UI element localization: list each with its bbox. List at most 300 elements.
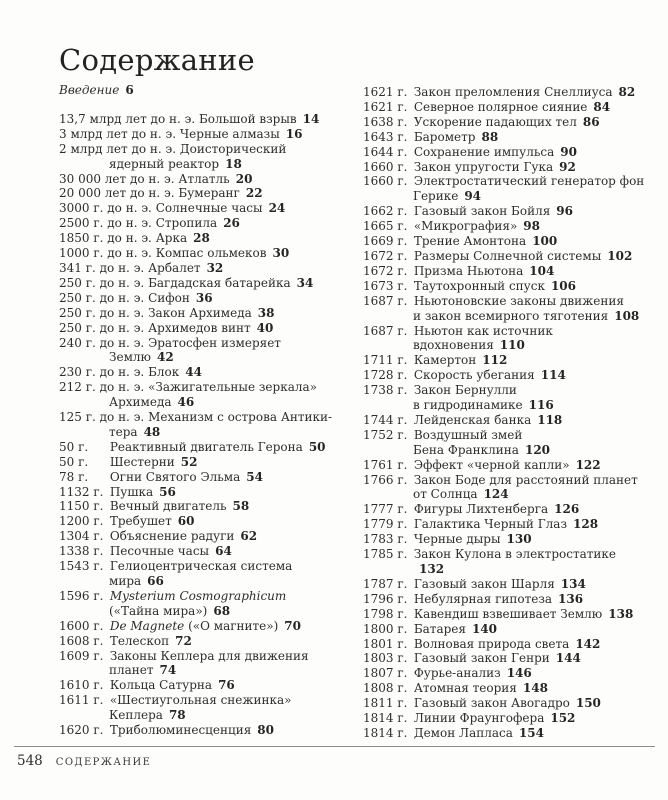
toc-entry xyxy=(363,547,655,577)
entry-title: Компас ольмеков xyxy=(155,246,267,261)
entry-page-number: 26 xyxy=(223,216,240,231)
toc-entry xyxy=(59,410,350,440)
entry-title: Арка xyxy=(155,231,188,246)
entry-page-number: 142 xyxy=(575,636,601,651)
toc-columns xyxy=(59,83,655,741)
toc-entry xyxy=(363,711,655,726)
entry-title: Телескоп xyxy=(109,633,170,648)
entry-date: 1662 г. xyxy=(363,204,408,219)
entry-date: 250 г. до н. э. xyxy=(59,320,145,335)
entry-page-number: 34 xyxy=(296,275,314,290)
toc-entry xyxy=(59,231,350,246)
entry-page-number: 16 xyxy=(285,126,303,141)
entry-page-number: 126 xyxy=(554,502,580,517)
entry-date: 1800 г. xyxy=(363,621,408,636)
entry-title: Кеплера xyxy=(109,708,163,723)
entry-title: Размеры Солнечной системы xyxy=(413,248,602,263)
toc-entry xyxy=(363,696,655,711)
entry-page-number: 124 xyxy=(483,487,509,502)
entry-title: Закон упругости Гука xyxy=(413,159,554,174)
toc-entry xyxy=(59,499,350,514)
entry-date: 1761 г. xyxy=(363,457,408,472)
entry-title: Закон Архимеда xyxy=(148,305,252,320)
entry-date: 1798 г. xyxy=(363,606,408,621)
entry-page-number: 134 xyxy=(560,576,586,591)
entry-page-number: 62 xyxy=(240,529,258,544)
entry-title: Реактивный двигатель Герона xyxy=(109,439,303,454)
entry-page-number: 146 xyxy=(506,666,532,681)
entry-date: 240 г. до н. э. xyxy=(59,335,145,350)
toc-entry xyxy=(59,246,350,261)
toc-entry xyxy=(363,607,655,622)
toc-entry xyxy=(363,160,655,175)
entry-title: Большой взрыв xyxy=(198,111,297,126)
entry-page-number: 82 xyxy=(618,85,636,99)
entry-date: 1672 г. xyxy=(363,263,408,278)
toc-entry xyxy=(59,470,350,485)
entry-date: 212 г. до н. э. xyxy=(59,380,145,395)
entry-title: Демон Лапласа xyxy=(413,725,513,740)
toc-entry xyxy=(59,678,350,693)
entry-title: Закон Кулона в электростатике xyxy=(413,547,616,562)
entry-page-number: 52 xyxy=(180,454,198,469)
toc-entry xyxy=(59,291,350,306)
entry-date: 1620 г. xyxy=(59,723,104,738)
intro-page-number: 6 xyxy=(125,83,134,97)
entry-title: Фигуры Лихтенберга xyxy=(413,502,549,517)
entry-page-number: 68 xyxy=(213,603,231,618)
entry-date: 30 000 лет до н. э. xyxy=(59,171,175,186)
toc-entry xyxy=(363,204,655,219)
toc-entry xyxy=(363,85,655,100)
entry-date: 1811 г. xyxy=(363,696,408,711)
toc-entry xyxy=(59,172,350,187)
toc-entry xyxy=(59,589,350,619)
toc-entry xyxy=(363,324,655,354)
toc-entry xyxy=(59,440,350,455)
entry-title: Закон Бернулли xyxy=(413,383,517,398)
footer-rule xyxy=(14,746,655,747)
toc-entry xyxy=(59,455,350,470)
toc-entry xyxy=(363,473,655,503)
entry-title: Доисторический xyxy=(179,141,287,156)
entry-page-number: 42 xyxy=(156,350,174,365)
entry-date: 1779 г. xyxy=(363,517,408,532)
entry-title: Ньютон как источник xyxy=(413,323,553,338)
entry-page-number: 70 xyxy=(284,618,301,633)
entry-title: Закон Боде для расстояний планет xyxy=(413,472,638,487)
entry-date: 1150 г. xyxy=(59,499,104,514)
entry-date: 3000 г. до н. э. xyxy=(59,201,152,216)
entry-title: Северное полярное сияние xyxy=(413,99,588,114)
entry-date: 3 млрд лет до н. э. xyxy=(59,126,177,141)
toc-entry xyxy=(363,592,655,607)
entry-date: 1752 г. xyxy=(363,427,408,442)
entry-page-number: 150 xyxy=(575,696,601,711)
entry-date: 1672 г. xyxy=(363,248,408,263)
entry-title: Скорость убегания xyxy=(413,368,535,383)
entry-title: Сифон xyxy=(148,290,190,305)
entry-date: 230 г. до н. э. xyxy=(59,365,145,380)
toc-entry xyxy=(363,264,655,279)
entry-date: 341 г. до н. э. xyxy=(59,260,145,275)
entry-title: Кавендиш взвешивает Землю xyxy=(413,606,603,621)
toc-entries-right xyxy=(363,85,655,741)
entry-date: 1596 г. xyxy=(59,588,104,603)
toc-entry xyxy=(363,130,655,145)
toc-entry xyxy=(59,112,350,127)
entry-date: 1687 г. xyxy=(363,293,408,308)
entry-date: 1785 г. xyxy=(363,547,408,562)
entry-title: Вечный двигатель xyxy=(109,499,227,514)
entry-title: Небулярная гипотеза xyxy=(413,591,553,606)
toc-column-left xyxy=(59,83,350,741)
entry-page-number: 80 xyxy=(257,723,274,738)
toc-entry xyxy=(363,100,655,115)
toc-entry xyxy=(363,502,655,517)
entry-page-number: 144 xyxy=(555,651,581,666)
entry-page-number: 88 xyxy=(481,129,499,144)
entry-page-number: 102 xyxy=(607,248,633,263)
entry-date: 1850 г. до н. э. xyxy=(59,231,152,246)
entry-title: Газовый закон Генри xyxy=(413,651,550,666)
entry-page-number: 78 xyxy=(168,708,186,723)
entry-date: 20 000 лет до н. э. xyxy=(59,186,175,201)
entry-title: Архимедов винт xyxy=(148,320,251,335)
entry-date: 1814 г. xyxy=(363,725,408,740)
entry-page-number: 18 xyxy=(225,156,242,171)
entry-title: Черные дыры xyxy=(413,532,501,547)
toc-entry xyxy=(59,529,350,544)
entry-title: «Шестиугольная снежинка» xyxy=(109,693,292,708)
entry-title: Электростатический генератор фон xyxy=(413,174,645,189)
entry-title: Требушет xyxy=(109,514,172,529)
entry-page-number: 122 xyxy=(575,457,601,472)
toc-entry xyxy=(363,428,655,458)
entry-title: Линии Фраунгофера xyxy=(413,711,545,726)
toc-column-right xyxy=(363,83,655,741)
entry-page-number: 74 xyxy=(159,663,177,678)
entry-date: 250 г. до н. э. xyxy=(59,305,145,320)
entry-page-number: 84 xyxy=(593,99,611,114)
entry-date: 1744 г. xyxy=(363,412,408,427)
entry-date: 1200 г. xyxy=(59,514,104,529)
entry-date: 125 г. до н. э. xyxy=(59,410,145,425)
entry-title: («Тайна мира») xyxy=(109,603,208,618)
toc-entry xyxy=(59,693,350,723)
toc-entry xyxy=(363,145,655,160)
toc-entry xyxy=(59,321,350,336)
toc-entry xyxy=(59,514,350,529)
entry-page-number: 58 xyxy=(232,499,250,514)
entry-title: Триболюминесценция xyxy=(109,723,252,738)
entry-page-number: 112 xyxy=(482,353,508,368)
entry-title: Газовый закон Авогадро xyxy=(413,696,570,711)
entry-title: Пушка xyxy=(109,484,154,499)
entry-page-number: 116 xyxy=(528,398,554,413)
entry-title: Объяснение радуги xyxy=(109,529,235,544)
entry-date: 1814 г. xyxy=(363,711,408,726)
entry-title: Камертон xyxy=(413,353,477,368)
entry-page-number: 110 xyxy=(499,338,525,353)
entry-date: 1621 г. xyxy=(363,85,408,99)
entry-title: «Микрография» xyxy=(413,219,518,234)
toc-entry xyxy=(363,368,655,383)
entry-page-number: 14 xyxy=(302,111,320,126)
entry-page-number: 24 xyxy=(268,201,286,216)
entry-title: «Зажигательные зеркала» xyxy=(148,380,317,395)
toc-entry xyxy=(363,517,655,532)
entry-date: 250 г. до н. э. xyxy=(59,290,145,305)
entry-title: Газовый закон Шарля xyxy=(413,576,555,591)
entry-page-number: 20 xyxy=(235,171,253,186)
toc-entry xyxy=(363,622,655,637)
entry-page-number: 136 xyxy=(558,591,584,606)
toc-entry xyxy=(59,336,350,366)
entry-date: 1777 г. xyxy=(363,502,408,517)
entry-title: Таутохронный спуск xyxy=(413,278,545,293)
entry-page-number: 28 xyxy=(193,231,210,246)
toc-entry xyxy=(363,234,655,249)
entry-title: Блок xyxy=(148,365,180,380)
entry-page-number: 106 xyxy=(550,278,577,293)
toc-entry xyxy=(59,544,350,559)
entry-title: Лейденская банка xyxy=(413,412,532,427)
entry-page-number: 56 xyxy=(159,484,176,499)
entry-page-number: 114 xyxy=(540,368,566,383)
entry-title: Ньютоновские законы движения xyxy=(413,293,624,308)
entry-title: Бена Франклина xyxy=(413,442,519,457)
entry-page-number: 38 xyxy=(257,305,275,320)
toc-entry xyxy=(59,276,350,291)
entry-date: 1808 г. xyxy=(363,681,408,696)
entry-title: Багдадская батарейка xyxy=(148,275,291,290)
toc-entry xyxy=(363,651,655,666)
page-title: Содержание xyxy=(59,43,256,78)
entry-page-number: 152 xyxy=(550,711,576,726)
entry-title: Архимеда xyxy=(109,395,172,410)
entry-title: Атомная теория xyxy=(413,681,517,696)
entry-title: Батарея xyxy=(413,621,466,636)
entry-title: Барометр xyxy=(413,129,476,144)
entry-title: Арбалет xyxy=(148,260,201,275)
entry-date: 1611 г. xyxy=(59,693,104,708)
entry-title: («О магните») xyxy=(184,618,279,633)
entry-title: Ускорение падающих тел xyxy=(413,114,577,129)
toc-entry xyxy=(363,458,655,473)
entry-date: 250 г. до н. э. xyxy=(59,275,145,290)
toc-entry xyxy=(59,306,350,321)
entry-page-number: 118 xyxy=(537,412,563,427)
toc-entry xyxy=(363,294,655,324)
entry-title: Трение Амонтона xyxy=(413,234,527,249)
entry-title: Атлатль xyxy=(178,171,230,186)
entry-date: 2 млрд лет до н. э. xyxy=(59,141,177,156)
entry-page-number: 72 xyxy=(175,633,192,648)
toc-entry xyxy=(59,559,350,589)
entry-title: Газовый закон Бойля xyxy=(413,204,551,219)
entry-page-number: 66 xyxy=(147,574,164,588)
entry-date: 1132 г. xyxy=(59,484,104,499)
entry-date: 1338 г. xyxy=(59,544,104,559)
entry-date: 1803 г. xyxy=(363,651,408,666)
entry-title: Галактика Черный Глаз xyxy=(413,517,567,532)
entry-date: 1687 г. xyxy=(363,323,408,338)
entry-title: и закон всемирного тяготения xyxy=(413,308,609,323)
entry-date: 1787 г. xyxy=(363,576,408,591)
toc-entry xyxy=(59,216,350,231)
entry-date: 1609 г. xyxy=(59,648,104,663)
toc-entry xyxy=(59,186,350,201)
entry-date: 1608 г. xyxy=(59,633,104,648)
entry-title: Призма Ньютона xyxy=(413,263,524,278)
entry-page-number: 60 xyxy=(177,514,195,529)
entry-title: Эратосфен измеряет xyxy=(148,335,281,350)
entry-date: 1643 г. xyxy=(363,129,408,144)
entry-title: Солнечные часы xyxy=(155,201,263,216)
entry-page-number: 48 xyxy=(143,424,161,439)
toc-entry xyxy=(363,383,655,413)
entry-title: ядерный реактор xyxy=(109,156,220,171)
entry-title: Законы Кеплера для движения xyxy=(109,648,309,663)
entry-date: 1738 г. xyxy=(363,383,408,398)
toc-entry xyxy=(363,637,655,652)
toc-entry xyxy=(363,219,655,234)
entry-page-number: 94 xyxy=(464,189,482,204)
entry-page-number: 50 xyxy=(308,439,326,454)
toc-entry xyxy=(363,413,655,428)
entry-page-number: 36 xyxy=(195,290,213,305)
entry-page-number: 54 xyxy=(246,469,263,484)
toc-entry xyxy=(363,174,655,204)
toc-entry xyxy=(363,726,655,741)
entry-title: Волновая природа света xyxy=(413,636,570,651)
intro-entry xyxy=(59,83,350,98)
entry-title: планет xyxy=(109,663,154,678)
entry-title: Стропила xyxy=(155,216,218,231)
entry-date: 1304 г. xyxy=(59,529,104,544)
entry-date: 1600 г. xyxy=(59,618,104,633)
toc-entry xyxy=(363,681,655,696)
entry-page-number: 46 xyxy=(177,395,195,410)
entry-title: от Солнца xyxy=(413,487,478,502)
entry-page-number: 64 xyxy=(215,544,232,559)
folio-page-number: 548 xyxy=(17,753,43,769)
toc-entry xyxy=(363,353,655,368)
entry-title-latin: Mysterium Cosmographicum xyxy=(109,588,287,603)
toc-entry xyxy=(59,201,350,216)
entry-title: Герике xyxy=(413,189,459,204)
entry-title: мира xyxy=(109,574,142,588)
toc-entry xyxy=(59,380,350,410)
entry-date: 1638 г. xyxy=(363,114,408,129)
entry-date: 1660 г. xyxy=(363,159,408,174)
entry-title: Закон преломления Снеллиуса xyxy=(413,85,613,99)
entry-page-number: 76 xyxy=(218,678,235,693)
entry-date: 1796 г. xyxy=(363,591,408,606)
entry-date: 1673 г. xyxy=(363,278,408,293)
entry-page-number: 86 xyxy=(582,114,600,129)
toc-entry xyxy=(59,365,350,380)
toc-entry xyxy=(363,532,655,547)
toc-entry xyxy=(59,649,350,679)
entry-page-number: 120 xyxy=(524,442,551,457)
entry-title: Кольца Сатурна xyxy=(109,678,213,693)
entry-title: Огни Святого Эльма xyxy=(109,469,241,484)
entry-page-number: 154 xyxy=(518,725,544,740)
entry-page-number: 128 xyxy=(573,517,599,532)
entry-title: Эффект «черной капли» xyxy=(413,457,570,472)
entry-page-number: 130 xyxy=(506,532,532,547)
entry-date: 1801 г. xyxy=(363,636,408,651)
entry-title: Сохранение импульса xyxy=(413,144,555,159)
entry-page-number: 138 xyxy=(608,606,634,621)
entry-date: 1783 г. xyxy=(363,532,408,547)
toc-entries-left xyxy=(59,112,350,738)
entry-page-number: 40 xyxy=(256,320,274,335)
entry-title: Механизм с острова Антики- xyxy=(148,410,333,425)
entry-title: Землю xyxy=(109,350,151,365)
entry-page-number: 132 xyxy=(419,562,445,576)
entry-page-number: 104 xyxy=(529,263,555,278)
entry-date: 50 г. xyxy=(59,439,89,454)
entry-date: 1665 г. xyxy=(363,219,408,234)
entry-page-number: 92 xyxy=(559,159,576,174)
toc-entry xyxy=(59,619,350,634)
entry-title: Песочные часы xyxy=(109,544,210,559)
toc-entry xyxy=(363,577,655,592)
entry-title: в гидродинамике xyxy=(413,398,523,413)
entry-page-number: 140 xyxy=(471,621,498,636)
intro-label: Введение xyxy=(59,83,120,97)
entry-title: вдохновения xyxy=(413,338,494,353)
entry-title: Воздушный змей xyxy=(413,427,523,442)
toc-entry xyxy=(363,279,655,294)
toc-entry xyxy=(59,723,350,738)
page-footer xyxy=(17,753,151,769)
entry-date: 1543 г. xyxy=(59,559,104,574)
entry-page-number: 100 xyxy=(532,234,558,249)
entry-title: Бумеранг xyxy=(178,186,240,201)
running-head: СОДЕРЖАНИЕ xyxy=(55,757,152,768)
entry-date: 1766 г. xyxy=(363,472,408,487)
entry-page-number: 44 xyxy=(185,365,202,380)
entry-date: 1660 г. xyxy=(363,174,408,189)
entry-page-number: 22 xyxy=(245,186,263,201)
entry-date: 50 г. xyxy=(59,454,89,469)
entry-title: тера xyxy=(109,424,138,439)
entry-date: 2500 г. до н. э. xyxy=(59,216,152,231)
entry-page-number: 98 xyxy=(523,219,540,234)
toc-entry xyxy=(59,127,350,142)
entry-page-number: 108 xyxy=(614,308,640,323)
toc-entry xyxy=(363,666,655,681)
entry-page-number: 32 xyxy=(206,260,224,275)
entry-title: Фурье-анализ xyxy=(413,666,501,681)
entry-date: 1644 г. xyxy=(363,144,408,159)
entry-title: Шестерни xyxy=(109,454,175,469)
entry-date: 1669 г. xyxy=(363,234,408,249)
entry-date: 1807 г. xyxy=(363,666,408,681)
entry-title-latin: De Magnete xyxy=(109,618,185,633)
entry-title: Черные алмазы xyxy=(179,126,280,141)
entry-date: 1000 г. до н. э. xyxy=(59,246,152,261)
toc-entry xyxy=(59,261,350,276)
entry-date: 13,7 млрд лет до н. э. xyxy=(59,111,196,126)
entry-page-number: 148 xyxy=(522,681,548,696)
entry-date: 78 г. xyxy=(59,469,89,484)
entry-date: 1610 г. xyxy=(59,678,104,693)
